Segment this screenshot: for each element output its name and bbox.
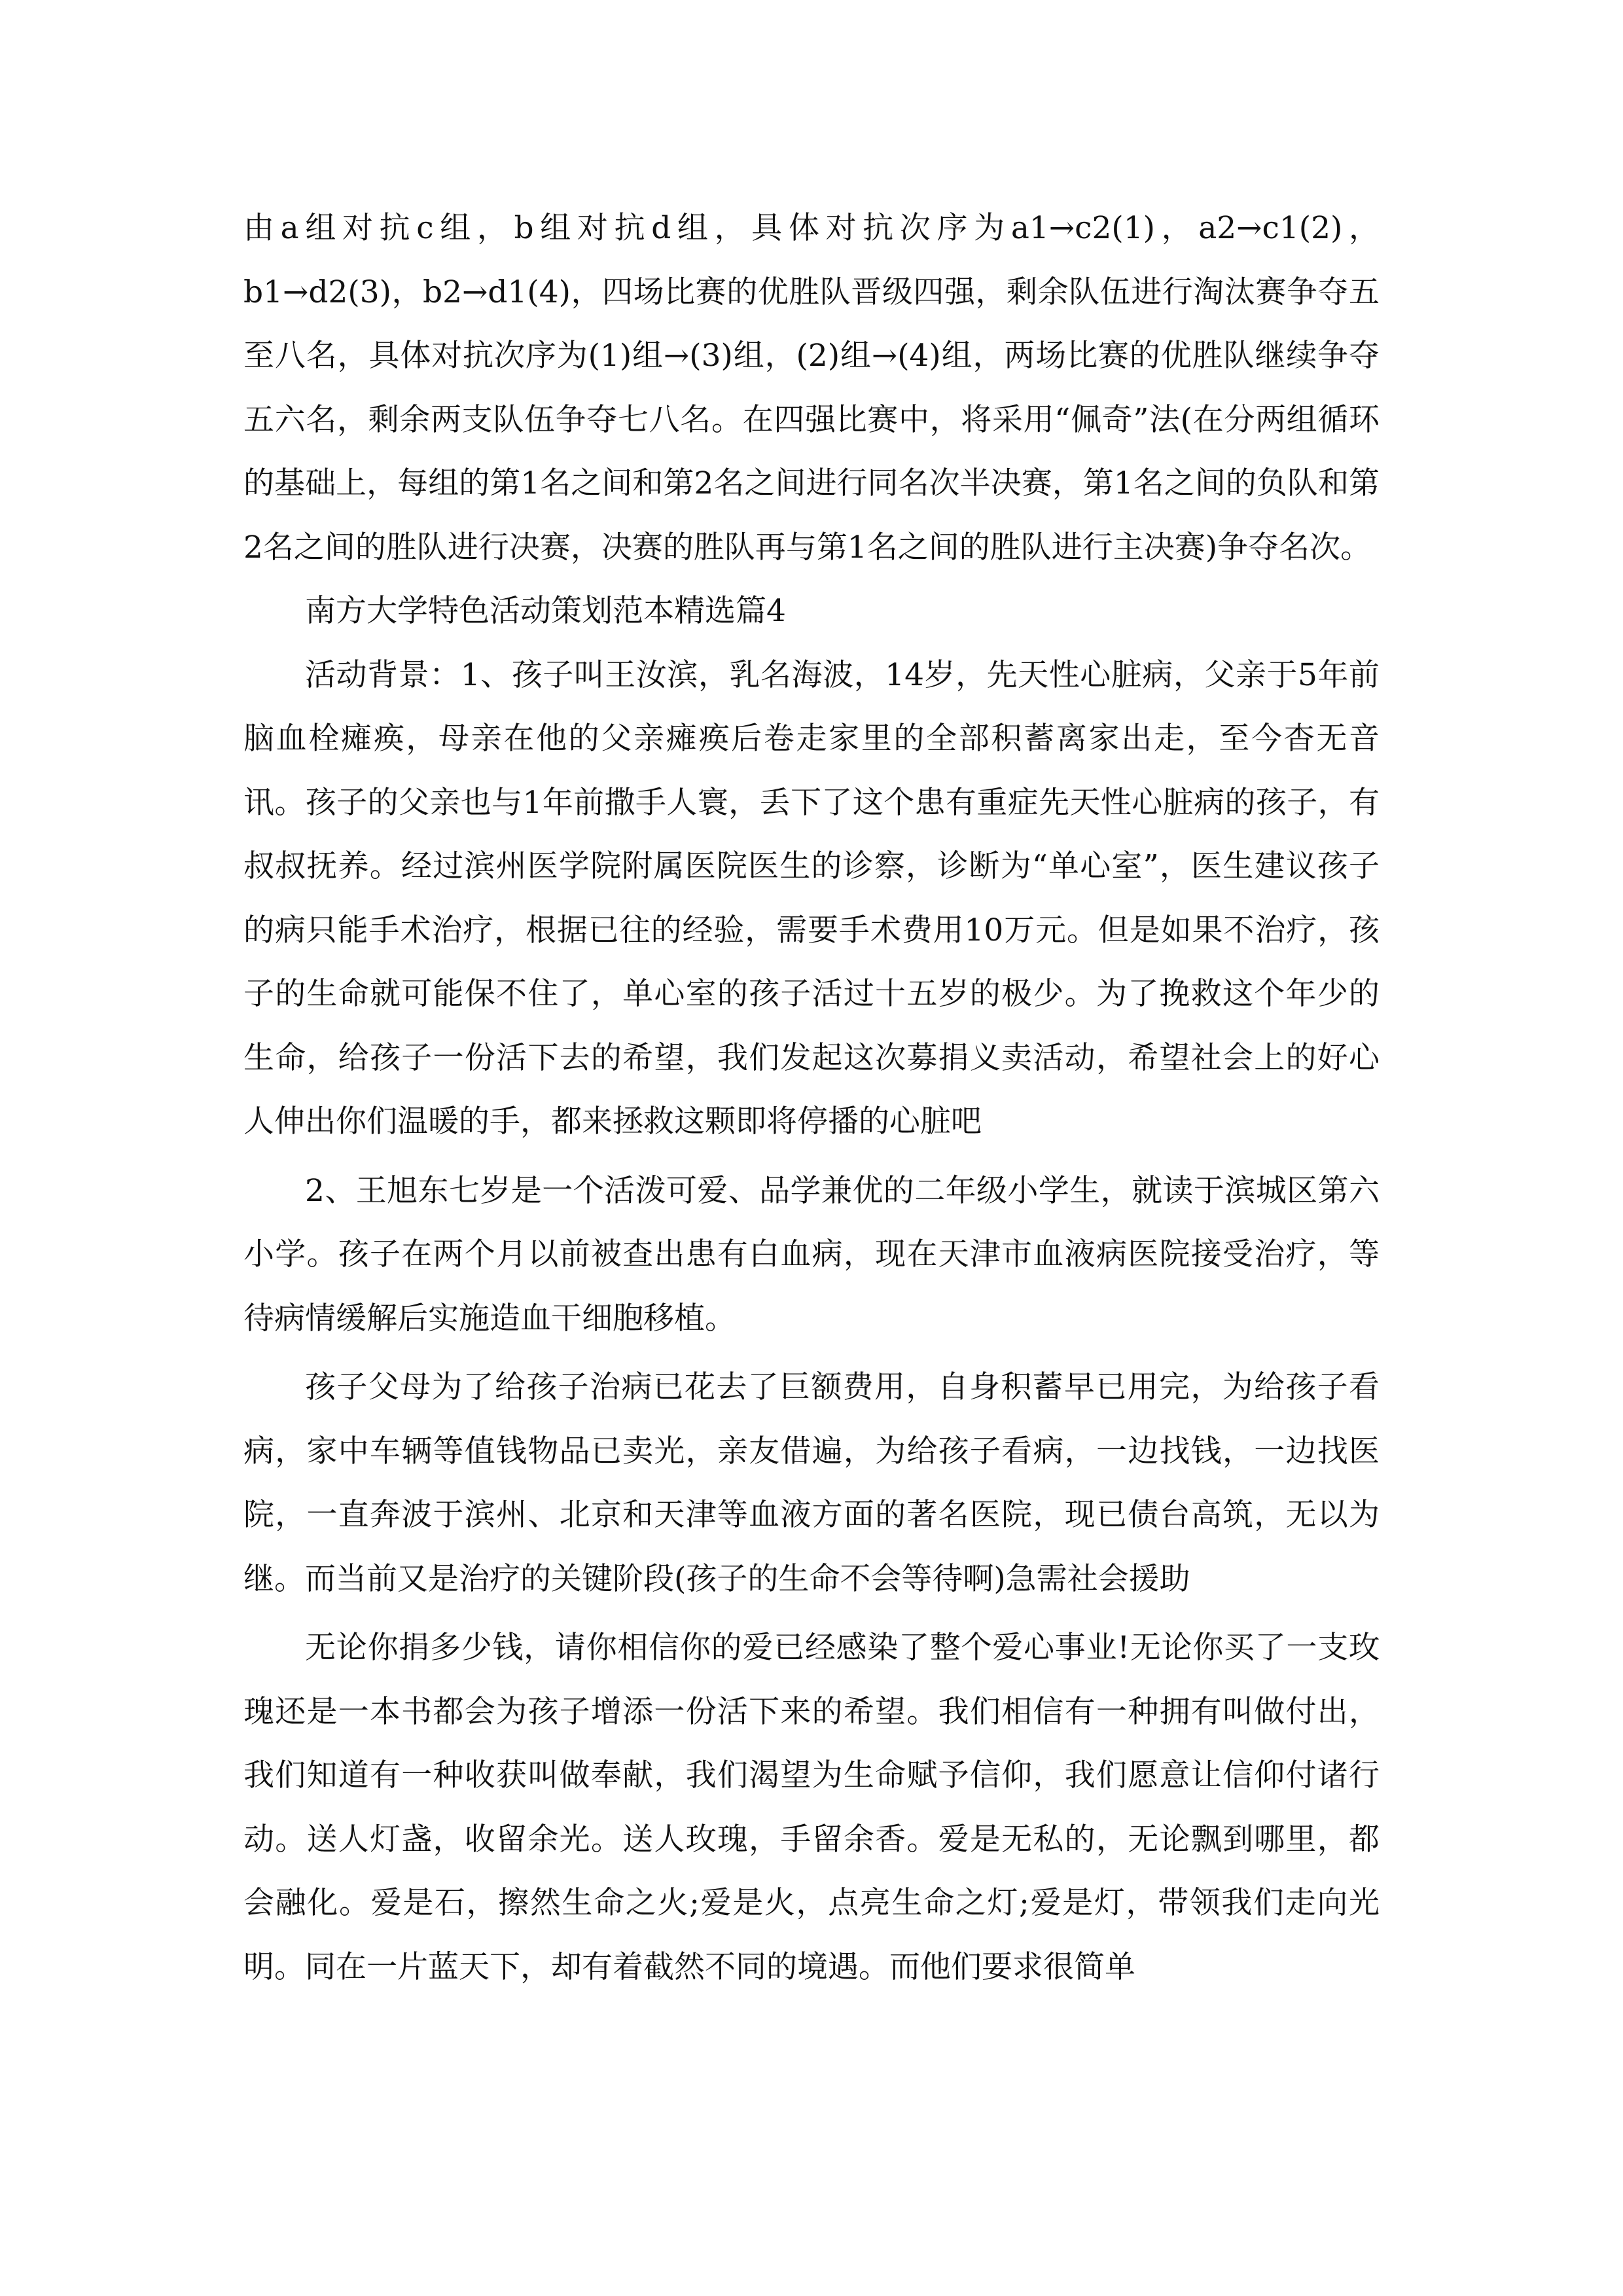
paragraph-background-2: 2、王旭东七岁是一个活泼可爱、品学兼优的二年级小学生，就读于滨城区第六小学。孩子在两个月以前被查出患有白血病，现在天津市血液病医院接受治疗，等待病情缓解后实施造血干细胞移植。: [243, 1172, 1380, 1336]
paragraph-appeal: 无论你捐多少钱，请你相信你的爱已经感染了整个爱心事业!无论你买了一支玫瑰还是一本书都会为孩子增添一份活下来的希望。我们相信有一种拥有叫做付出，我们知道有一种收获叫做奉献，我们渴望为生命赋予信仰，我们愿意让信仰付诸行动。送人灯盏，收留余光。送人玫瑰，手留余香。爱是无私的，无论飘到哪里，都会融化。爱是石，擦然生命之火;爱是火，点亮生命之灯;爱是灯，带领我们走向光明。同在一片蓝天下，却有着截然不同的境遇。而他们要求很简单: [243, 1630, 1380, 1985]
section-heading: 南方大学特色活动策划范本精选篇4: [305, 593, 786, 629]
paragraph-background-1: 活动背景：1、孩子叫王汝滨，乳名海波，14岁，先天性心脏病，父亲于5年前脑血栓瘫痪，母亲在他的父亲瘫痪后卷走家里的全部积蓄离家出走，至今杳无音讯。孩子的父亲也与1年前撒手人寰，丢下了这个患有重症先天性心脏病的孩子，有叔叔抚养。经过滨州医学院附属医院医生的诊察，诊断为“单心室”，医生建议孩子的病只能手术治疗，根据已往的经验，需要手术费用10万元。但是如果不治疗，孩子的生命就可能保不住了，单心室的孩子活过十五岁的极少。为了挽救这个年少的生命，给孩子一份活下去的希望，我们发起这次募捐义卖活动，希望社会上的好心人伸出你们温暖的手，都来拯救这颗即将停播的心脏吧: [243, 656, 1380, 1139]
paragraph-family-situation: 孩子父母为了给孩子治病已花去了巨额费用，自身积蓄早已用完，为给孩子看病，家中车辆等值钱物品已卖光，亲友借遍，为给孩子看病，一边找钱，一边找医院，一直奔波于滨州、北京和天津等血液方面的著名医院，现已债台高筑，无以为继。而当前又是治疗的关键阶段(孩子的生命不会等待啊)急需社会援助: [243, 1369, 1380, 1597]
document-body: [243, 196, 1380, 1999]
paragraph-playoff-rules: 由a组对抗c组，b组对抗d组，具体对抗次序为a1→c2(1)，a2→c1(2)，b1→d2(3)，b2→d1(4)，四场比赛的优胜队晋级四强，剩余队伍进行淘汰赛争夺五至八名，具体对抗次序为(1)组→(3)组，(2)组→(4)组，两场比赛的优胜队继续争夺五六名，剩余两支队伍争夺七八名。在四强比赛中，将采用“佩奇”法(在分两组循环的基础上，每组的第1名之间和第2名之间进行同名次半决赛，第1名之间的负队和第2名之间的胜队进行决赛，决赛的胜队再与第1名之间的胜队进行主决赛)争夺名次。: [243, 210, 1380, 565]
